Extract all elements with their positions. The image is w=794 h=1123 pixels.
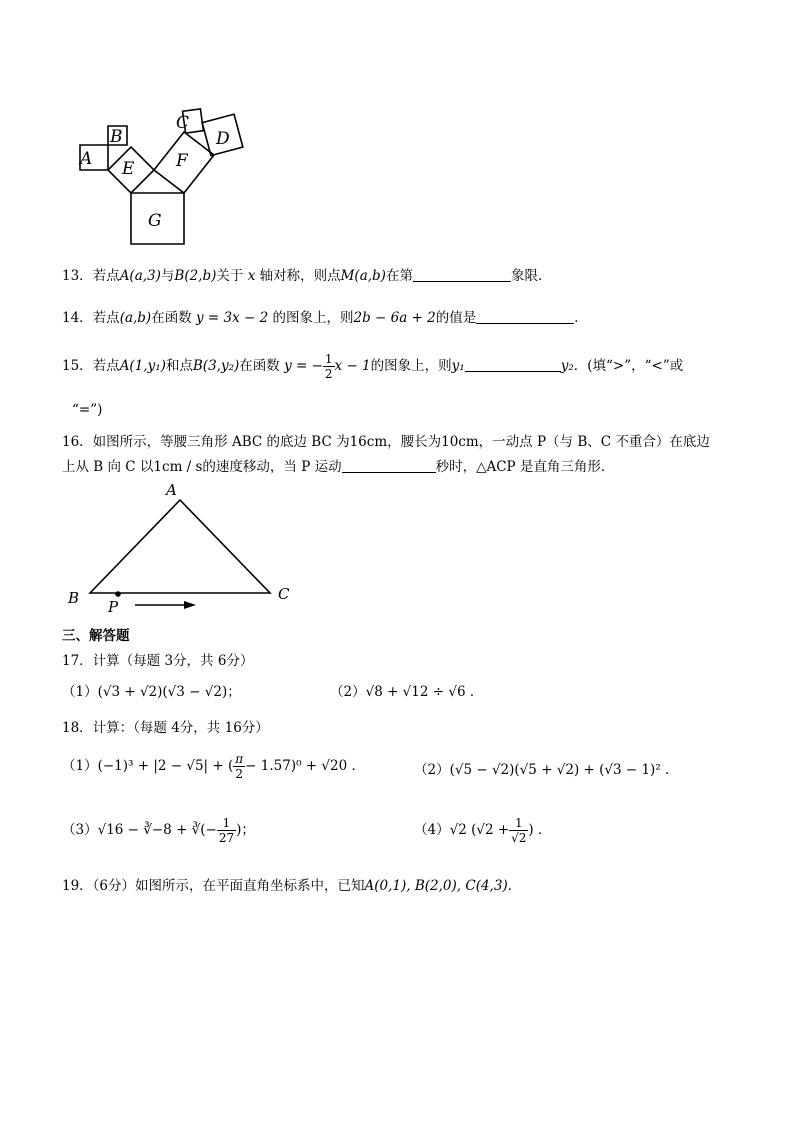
label-f: F [176,151,188,171]
label-c: C [176,113,190,133]
question-18-part4: （4）√2 (√2 + $\frac{1}{√2}$ ) ． [414,816,552,845]
question-17-part1: （1）(√3 + √2)(√3 − √2)； [62,684,241,700]
question-17-title: 17．计算（每题 3分，共 6分） [62,653,254,669]
question-14: 14．若点(a,b)在函数 y = 3x − 2 的图象上，则2b − 6a + 2的值是 ． [62,310,588,326]
question-18-title: 18．计算：（每题 4分，共 16分） [62,720,269,736]
triangle-abc-figure [60,480,310,615]
vertex-b-label: B [68,589,80,607]
question-18-part2: （2）(√5 − √2)(√5 + √2) + (√3 − 1)² ． [414,762,679,778]
label-b: B [110,127,123,147]
question-17-part2: （2）√8 + √12 ÷ √6 ． [330,684,484,700]
section-title: 三、解答题 [62,628,130,644]
question-18-part3: （3）√16 − ∛−8 + ∛(− $\frac{1}{27}$ )； [62,816,255,845]
question-13: 13．若点A(a,3)与B(2,b)关于 x 轴对称，则点M(a,b)在第 象限． [62,268,552,284]
triangle-abc [90,500,270,593]
question-18-part1: （1）(−1)³ + |2 − √5| + ( $\frac{\pi}{2}$ − 1.57)⁰ + √20 ． [62,752,365,781]
label-d: D [216,129,230,149]
pythagoras-squares-figure [70,98,280,248]
question-15: 15．若点A(1,y₁)和点B(3,y₂)在函数 y = − $\frac{1}{2}$ x − 1的图象上，则y₁ y₂．(填“>”，“<”或 [62,352,684,381]
point-p [115,591,121,597]
label-g: G [148,211,162,231]
question-15-line2: “=”) [72,402,103,418]
answer-blank[interactable] [465,357,561,372]
answer-blank[interactable] [342,458,436,473]
question-16-line1: 16．如图所示，等腰三角形 ABC 的底边 BC 为16cm，腰长为10cm，一动点 P（与 B、C 不重合）在底边 [62,434,710,450]
point-p-label: P [108,598,119,615]
question-19: 19．（6分）如图所示，在平面直角坐标系中，已知A(0,1), B(2,0), C(4,3)． [62,878,522,894]
vertex-a-label: A [166,481,177,499]
arrow-head-icon [184,601,196,609]
vertex-c-label: C [278,585,290,603]
answer-blank[interactable] [413,267,511,282]
answer-blank[interactable] [476,309,574,324]
question-16-line2: 上从 B 向 C 以1cm / s的速度移动，当 P 运动 秒时，△ACP 是直角三角形． [62,459,615,475]
label-a: A [80,149,93,169]
label-e: E [122,159,135,179]
